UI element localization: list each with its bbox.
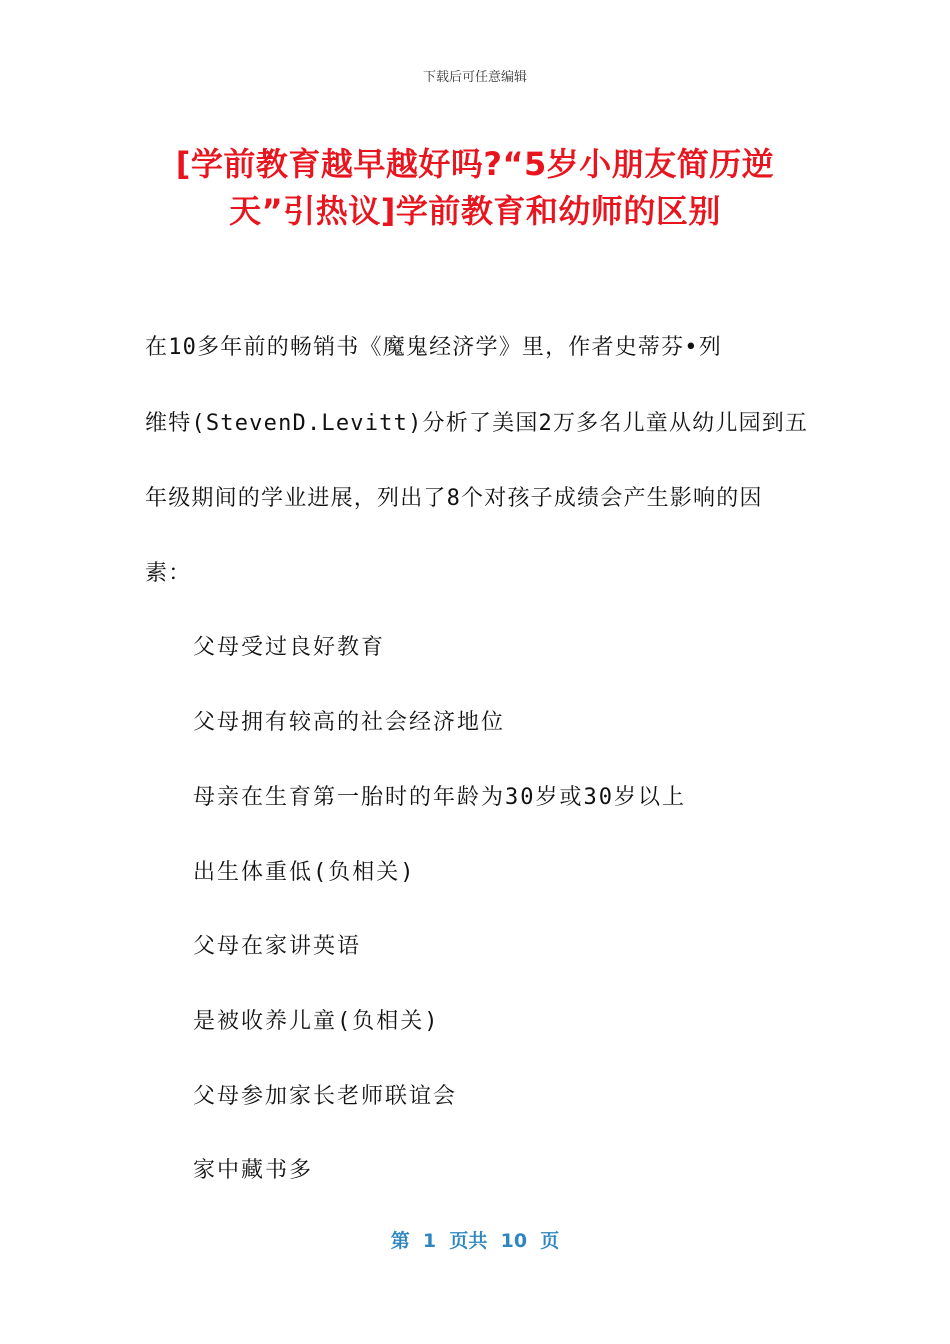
factor-item: 父母参加家长老师联谊会 xyxy=(193,1084,458,1109)
factor-item: 是被收养儿童(负相关) xyxy=(193,1009,440,1034)
factor-item: 父母在家讲英语 xyxy=(193,934,362,959)
page-number-footer: 第 1 页共 10 页 xyxy=(390,1230,560,1252)
factor-item: 家中藏书多 xyxy=(193,1158,314,1183)
header-note: 下载后可任意编辑 xyxy=(422,70,527,85)
intro-line: 年级期间的学业进展，列出了8个对孩子成绩会产生影响的因 xyxy=(145,486,763,511)
factor-item: 父母受过良好教育 xyxy=(193,635,386,660)
intro-line: 在10多年前的畅销书《魔鬼经济学》里，作者史蒂芬•列 xyxy=(145,335,722,360)
factor-item: 出生体重低(负相关) xyxy=(193,860,416,885)
intro-line: 维特(StevenD.Levitt)分析了美国2万多名儿童从幼儿园到五 xyxy=(145,411,809,436)
document-title: [学前教育越早越好吗?“5岁小朋友简历逆天”引热议]学前教育和幼师的区别 xyxy=(175,145,775,230)
factor-item: 母亲在生育第一胎时的年龄为30岁或30岁以上 xyxy=(193,785,686,810)
intro-line: 素： xyxy=(145,561,192,586)
factor-item: 父母拥有较高的社会经济地位 xyxy=(193,710,506,735)
